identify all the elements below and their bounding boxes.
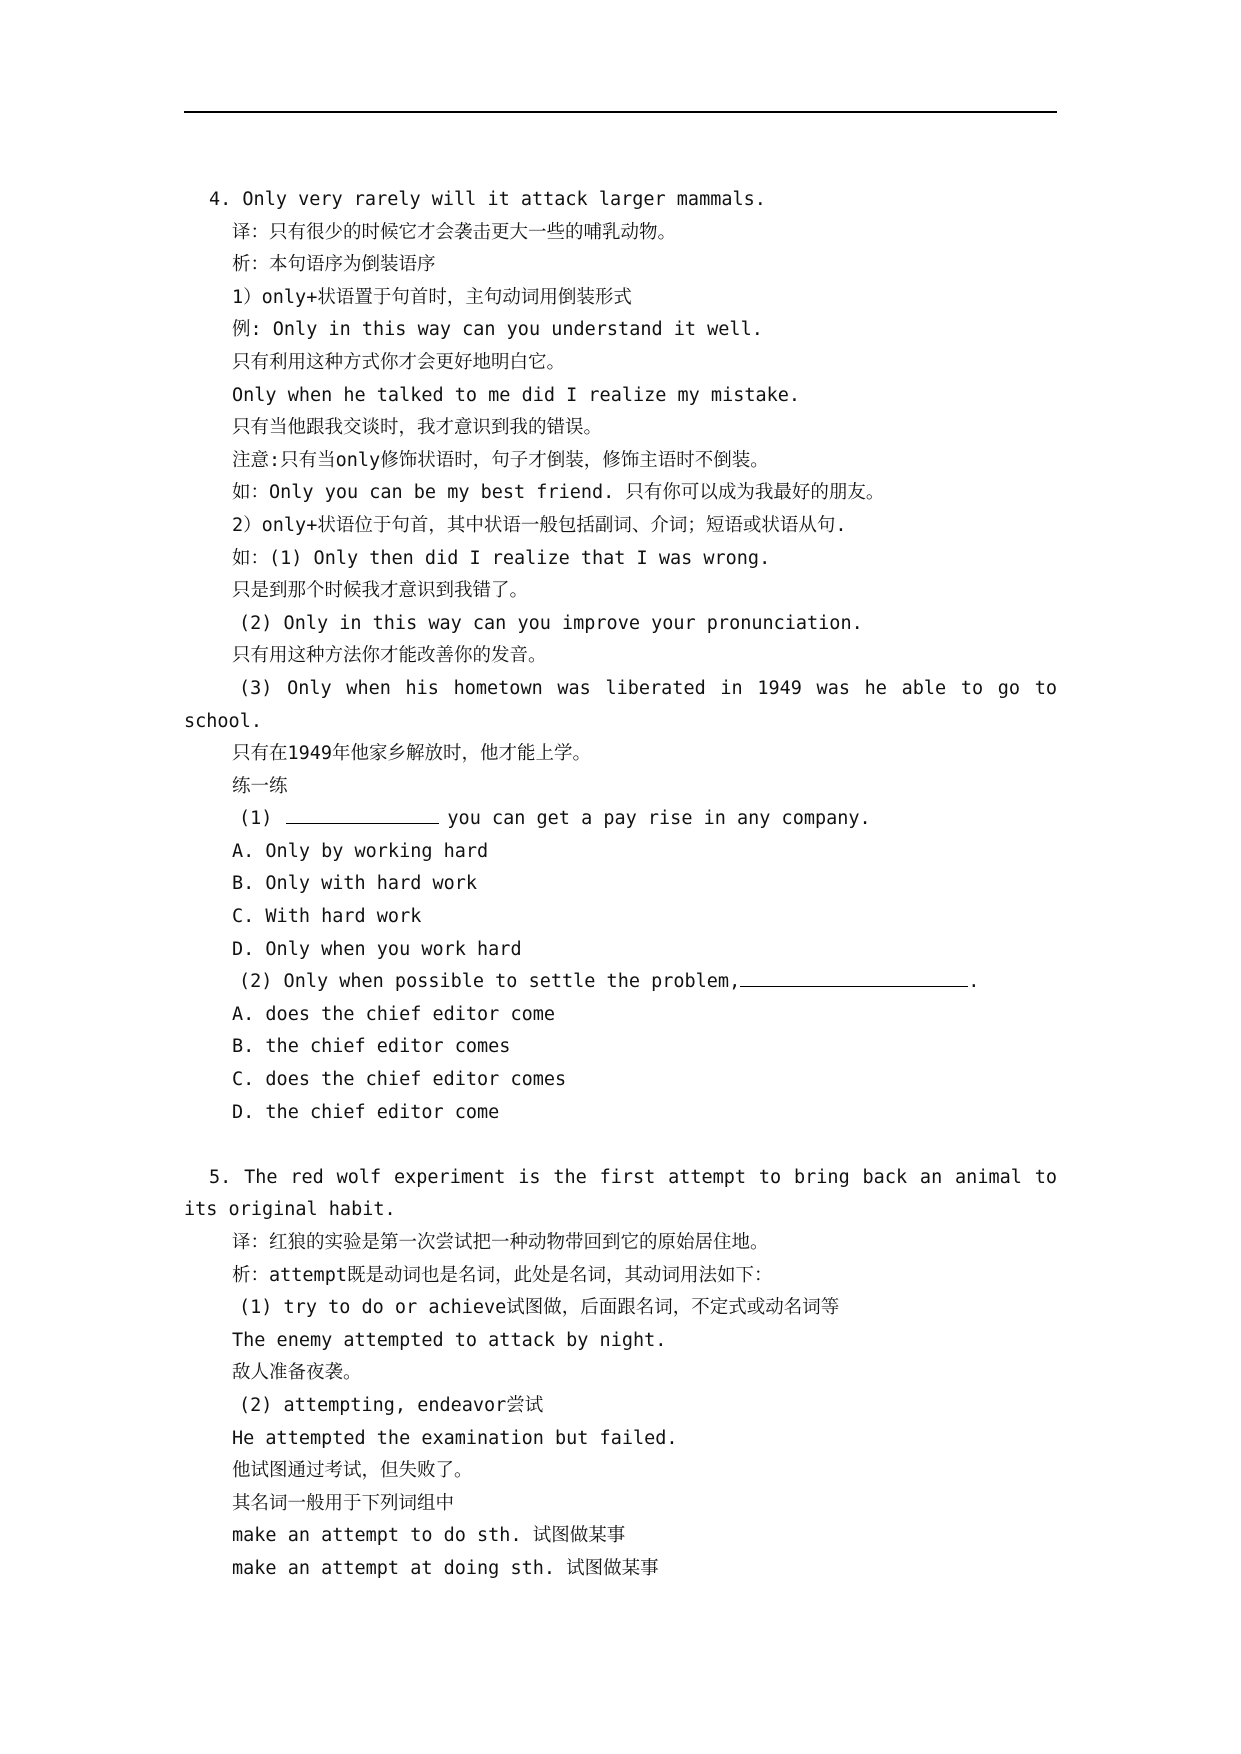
example-b-en: (2) Only in this way can you improve your pronunciation. <box>239 612 863 634</box>
question-2-option-d: D. the chief editor come <box>232 1101 500 1123</box>
section5-translation: 译：红狼的实验是第一次尝试把一种动物带回到它的原始居住地。 <box>232 1232 769 1253</box>
section-gap <box>187 1129 1057 1162</box>
question-1-option-d: D. Only when you work hard <box>232 938 522 960</box>
example-b-zh: 只有用这种方法你才能改善你的发音。 <box>232 645 547 667</box>
section4-analysis: 析：本句语序为倒装语序 <box>232 254 436 276</box>
example-a-zh: 只是到那个时候我才意识到我错了。 <box>232 580 529 602</box>
example-1-zh: 只有利用这种方式你才会更好地明白它。 <box>232 351 566 373</box>
phrase-1: make an attempt to do sth. 试图做某事 <box>232 1525 626 1547</box>
question-2-option-c: C. does the chief editor comes <box>232 1069 567 1091</box>
rule-1: 1）only+状语置于句首时，主句动词用倒装形式 <box>232 286 632 308</box>
question-2-blank <box>740 968 968 987</box>
question-1-number: (1) <box>239 808 273 830</box>
usage-2-zh: 他试图通过考试，但失败了。 <box>232 1460 473 1482</box>
usage-1-en: The enemy attempted to attack by night. <box>232 1329 667 1351</box>
example-3: 如：Only you can be my best friend. 只有你可以成为我最好的朋友。 <box>232 482 885 504</box>
phrase-2: make an attempt at doing sth. 试图做某事 <box>232 1557 659 1579</box>
note: 注意:只有当only修饰状语时，句子才倒装，修饰主语时不倒装。 <box>232 449 769 471</box>
example-c-en-line2: school. <box>184 710 262 732</box>
section5-analysis: 析：attempt既是动词也是名词，此处是名词，其动词用法如下： <box>232 1264 773 1286</box>
usage-1-zh: 敌人准备夜袭。 <box>232 1362 362 1384</box>
question-1-option-c: C. With hard work <box>232 906 422 928</box>
question-2-text: (2) Only when possible to settle the problem, <box>239 971 741 993</box>
section4-translation: 译：只有很少的时候它才会袭击更大一些的哺乳动物。 <box>232 221 677 243</box>
question-2-option-a: A. does the chief editor come <box>232 1003 556 1025</box>
usage-1: (1) try to do or achieve试图做，后面跟名词，不定式或动名词等 <box>239 1297 840 1319</box>
noun-intro: 其名词一般用于下列词组中 <box>232 1492 455 1514</box>
question-1-option-a: A. Only by working hard <box>232 840 489 862</box>
question-2 <box>187 966 1057 999</box>
example-c-en-line1: (3) Only when his hometown was liberated in 1949 was he able to go to <box>239 677 1057 699</box>
practice-title: 练一练 <box>232 775 288 797</box>
section5-title-line1: 5. The red wolf experiment is the first attempt to bring back an animal to <box>209 1166 1057 1188</box>
header-rule <box>184 111 1057 113</box>
example-c-zh: 只有在1949年他家乡解放时，他才能上学。 <box>232 743 592 765</box>
question-2-end: . <box>968 971 980 993</box>
rule-2: 2）only+状语位于句首，其中状语一般包括副词、介词；短语或状语从句. <box>232 514 847 536</box>
usage-2-en: He attempted the examination but failed. <box>232 1427 678 1449</box>
question-1-text: you can get a pay rise in any company. <box>447 808 871 830</box>
section4-title: 4. Only very rarely will it attack larger mammals. <box>209 189 766 210</box>
document-body <box>184 184 1057 1586</box>
example-2-zh: 只有当他跟我交谈时，我才意识到我的错误。 <box>232 417 603 439</box>
question-2-option-b: B. the chief editor comes <box>232 1036 511 1058</box>
section5-title-line2: its original habit. <box>184 1199 396 1221</box>
question-1-blank <box>286 805 439 824</box>
question-1-option-b: B. Only with hard work <box>232 873 478 895</box>
question-1 <box>187 803 1057 836</box>
example-1-en: 例: Only in this way can you understand it well. <box>232 319 763 341</box>
usage-2: (2) attempting, endeavor尝试 <box>239 1394 544 1416</box>
example-a-en: 如：(1) Only then did I realize that I was wrong. <box>232 547 771 569</box>
example-2-en: Only when he talked to me did I realize my mistake. <box>232 384 801 406</box>
